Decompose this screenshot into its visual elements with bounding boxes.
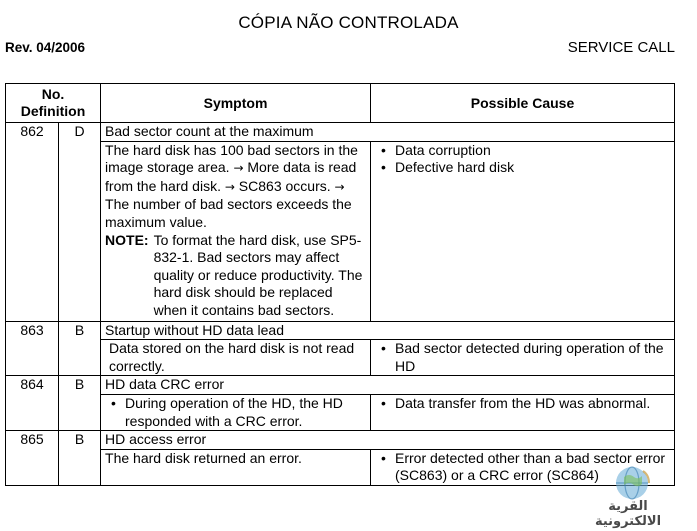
table-row-detail <box>6 449 675 485</box>
sc-level: D <box>59 123 101 322</box>
cause-list <box>375 450 670 485</box>
symptom-part: The number of bad sectors exceeds the maximum value. <box>105 196 352 230</box>
sc-level: B <box>59 376 101 431</box>
cause-cell <box>371 449 675 485</box>
cause-cell <box>371 340 675 376</box>
cause-item: • Bad sector detected during operation of the HD <box>395 340 670 375</box>
table-row-detail <box>6 141 675 321</box>
sc-title: Startup without HD data lead <box>101 321 675 340</box>
column-header-no: No. <box>41 86 65 102</box>
revision-label: Rev. 04/2006 <box>5 40 86 55</box>
symptom-part: The hard disk has 100 bad sectors in the image storage area. <box>105 141 358 176</box>
service-call-table <box>5 83 675 486</box>
symptom-cell: The hard disk returned an error. <box>101 449 371 485</box>
arrow-right-icon: → <box>224 179 235 194</box>
cause-item: • Data transfer from the HD was abnormal. <box>395 395 670 413</box>
symptom-cell: Data stored on the hard disk is not read correctly. <box>101 340 371 376</box>
column-header-definition: Definition <box>20 103 86 119</box>
watermark-text: القرية الالكترونية <box>594 499 662 529</box>
column-header-possible-cause: Possible Cause <box>371 84 675 123</box>
table-row <box>6 321 675 340</box>
column-header-symptom: Symptom <box>101 84 371 123</box>
symptom-list <box>105 395 366 430</box>
symptom-part: SC863 occurs. <box>238 177 331 194</box>
table-row-detail <box>6 340 675 376</box>
symptom-part: More data is read from the hard disk. <box>105 159 357 194</box>
sc-level: B <box>59 321 101 376</box>
sc-code: 863 <box>6 321 59 376</box>
symptom-cell <box>101 141 371 321</box>
symptom-item: • During operation of the HD, the HD responded with a CRC error. <box>125 395 366 430</box>
note-label: NOTE: <box>105 231 149 248</box>
cause-list <box>375 395 670 413</box>
cause-item: • Error detected other than a bad sector error (SC863) or a CRC error (SC864) <box>395 450 670 485</box>
sc-title: HD data CRC error <box>101 376 675 395</box>
arrow-right-icon: → <box>334 179 345 194</box>
note-block <box>105 232 366 320</box>
cause-item: • Data corruption <box>395 142 670 160</box>
section-title: SERVICE CALL <box>567 39 675 56</box>
symptom-cell <box>101 394 371 430</box>
cause-list <box>375 142 670 177</box>
table-row-detail <box>6 394 675 430</box>
sc-level: B <box>59 431 101 486</box>
sc-code: 862 <box>6 123 59 322</box>
table-row <box>6 123 675 142</box>
uncontrolled-copy-banner: CÓPIA NÃO CONTROLADA <box>238 13 459 32</box>
table-row <box>6 431 675 450</box>
table-row <box>6 376 675 395</box>
cause-cell <box>371 394 675 430</box>
cause-cell <box>371 141 675 321</box>
table-header-row <box>6 84 675 123</box>
sc-code: 865 <box>6 431 59 486</box>
column-header-no-definition <box>6 84 101 123</box>
note-text: To format the hard disk, use SP5-832-1. Bad sectors may affect quality or reduce productivity. The hard disk should be replaced when it contains bad sectors. <box>153 231 363 318</box>
symptom-text <box>105 142 366 232</box>
arrow-right-icon: → <box>233 161 244 176</box>
cause-item: • Defective hard disk <box>395 159 670 177</box>
sc-code: 864 <box>6 376 59 431</box>
sc-title: HD access error <box>101 431 675 450</box>
cause-list <box>375 340 670 375</box>
sc-title: Bad sector count at the maximum <box>101 123 675 142</box>
